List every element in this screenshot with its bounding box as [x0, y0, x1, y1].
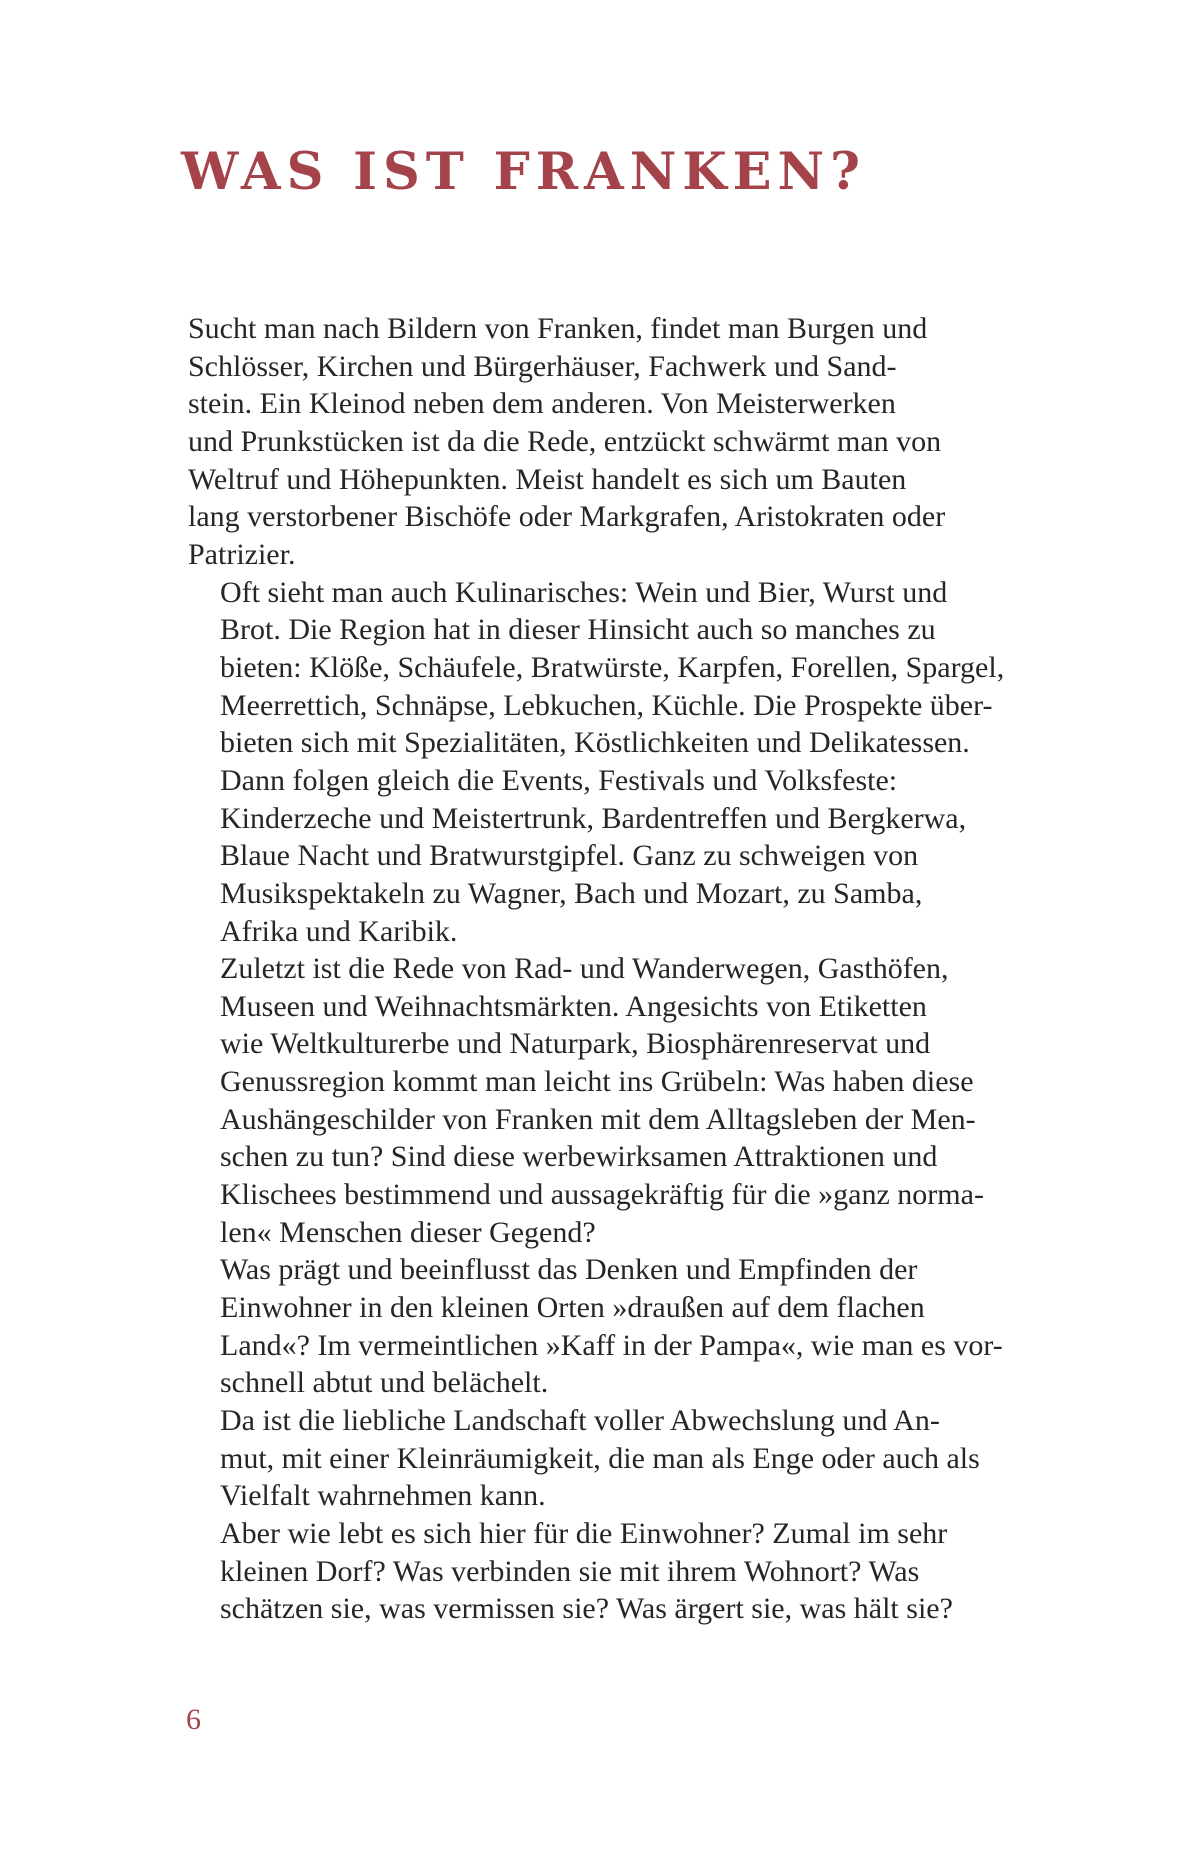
- text-line: Genussregion kommt man leicht ins Grübeln: Was haben diese: [220, 1065, 974, 1099]
- text-line: mut, mit einer Kleinräumigkeit, die man als Enge oder auch als: [220, 1441, 980, 1475]
- paragraph: [188, 1402, 1028, 1515]
- text-line: Klischees bestimmend und aussagekräftig für die »ganz norma-: [220, 1178, 984, 1212]
- text-line: schen zu tun? Sind diese werbewirksamen Attraktionen und: [220, 1140, 938, 1174]
- text-line: Vielfalt wahrnehmen kann.: [220, 1479, 546, 1513]
- text-line: Meerrettich, Schnäpse, Lebkuchen, Küchle. Die Prospekte über-: [220, 688, 993, 722]
- text-line: Sucht man nach Bildern von Franken, findet man Burgen und: [188, 312, 928, 345]
- text-line: Brot. Die Region hat in dieser Hinsicht auch so manches zu: [220, 613, 936, 647]
- text-line: bieten sich mit Spezialitäten, Köstlichkeiten und Delikatessen.: [220, 726, 970, 760]
- text-line: stein. Ein Kleinod neben dem anderen. Von Meisterwerken: [188, 387, 896, 421]
- text-line: Schlösser, Kirchen und Bürgerhäuser, Fachwerk und Sand-: [188, 349, 897, 383]
- text-line: Da ist die liebliche Landschaft voller Abwechslung und An-: [220, 1404, 940, 1438]
- text-line: Aber wie lebt es sich hier für die Einwohner? Zumal im sehr: [220, 1517, 948, 1550]
- text-line: Was prägt und beeinflusst das Denken und Empfinden der: [220, 1253, 918, 1287]
- text-line: Musikspektakeln zu Wagner, Bach und Mozart, zu Samba,: [220, 876, 923, 910]
- text-line: Patrizier.: [188, 537, 296, 571]
- paragraph: [188, 310, 1028, 574]
- text-line: Weltruf und Höhepunkten. Meist handelt es sich um Bauten: [188, 462, 907, 496]
- page-number: 6: [186, 1703, 201, 1736]
- text-line: Dann folgen gleich die Events, Festivals und Volksfeste:: [220, 763, 898, 797]
- text-line: Blaue Nacht und Bratwurstgipfel. Ganz zu schweigen von: [220, 839, 919, 873]
- text-line: Zuletzt ist die Rede von Rad- und Wanderwegen, Gasthöfen,: [220, 952, 949, 986]
- paragraph: [188, 762, 1028, 950]
- text-line: lang verstorbener Bischöfe oder Markgrafen, Aristokraten oder: [188, 500, 946, 534]
- text-line: bieten: Klöße, Schäufele, Bratwürste, Karpfen, Forellen, Spargel,: [220, 650, 1005, 684]
- text-line: Museen und Weihnachtsmärkten. Angesichts von Etiketten: [220, 989, 927, 1023]
- text-line: schätzen sie, was vermissen sie? Was ärgert sie, was hält sie?: [220, 1592, 953, 1626]
- text-line: Land«? Im vermeintlichen »Kaff in der Pampa«, wie man es vor-: [220, 1328, 1003, 1362]
- text-line: len« Menschen dieser Gegend?: [220, 1215, 596, 1249]
- paragraph: [188, 950, 1028, 1251]
- paragraph: [188, 1251, 1028, 1402]
- text-line: Kinderzeche und Meistertrunk, Bardentreffen und Bergkerwa,: [220, 801, 967, 835]
- text-line: Oft sieht man auch Kulinarisches: Wein und Bier, Wurst und: [220, 575, 948, 609]
- text-line: kleinen Dorf? Was verbinden sie mit ihrem Wohnort? Was: [220, 1554, 920, 1588]
- text-line: Einwohner in den kleinen Orten »draußen auf dem flachen: [220, 1291, 925, 1325]
- text-line: Afrika und Karibik.: [220, 914, 458, 948]
- chapter-title: WAS IST FRANKEN?: [181, 142, 867, 202]
- text-line: schnell abtut und belächelt.: [220, 1366, 549, 1400]
- text-line: und Prunkstücken ist da die Rede, entzückt schwärmt man von: [188, 424, 942, 458]
- text-line: Aushängeschilder von Franken mit dem Alltagsleben der Men-: [220, 1102, 976, 1136]
- paragraph: [188, 574, 1028, 762]
- text-line: wie Weltkulturerbe und Naturpark, Biosphärenreservat und: [220, 1027, 931, 1061]
- chapter-body: [188, 310, 1028, 1628]
- paragraph: [188, 1515, 1028, 1628]
